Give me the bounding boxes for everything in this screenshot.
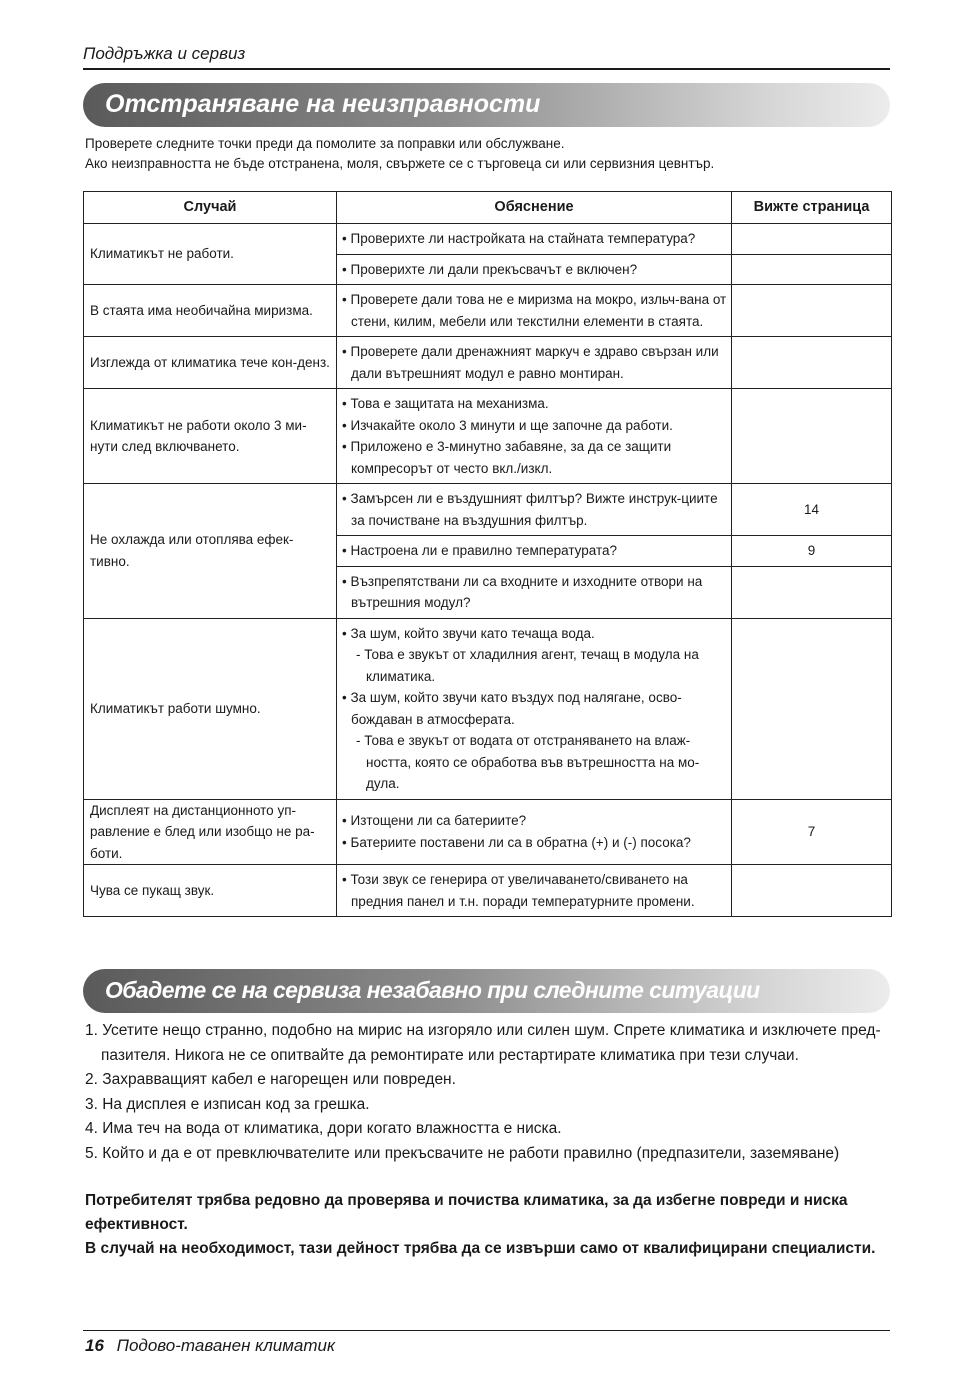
page-cell bbox=[732, 566, 892, 618]
list-item: 3. На дисплея е изписан код за грешка. bbox=[85, 1095, 370, 1113]
table-row bbox=[84, 484, 892, 536]
explanation-bullet: • Приложено е 3-минутно забавяне, за да се защити компресорът от често вкл./изкл. bbox=[342, 439, 672, 476]
case-cell: Климатикът не работи около 3 ми-нути след включването. bbox=[84, 389, 337, 484]
explanation-bullet: • Проверихте ли дали прекъсвачът е включен? bbox=[342, 261, 638, 277]
column-header: Вижте страница bbox=[732, 192, 892, 224]
page-cell bbox=[732, 285, 892, 337]
case-cell: Дисплеят на дистанционното уп-равление е блед или изобщо не ра-боти. bbox=[84, 799, 337, 865]
explanation-cell bbox=[337, 337, 732, 389]
explanation-bullet: • Батериите поставени ли са в обратна (+) и (-) посока? bbox=[342, 834, 691, 850]
troubleshooting-banner bbox=[83, 83, 890, 127]
page-cell bbox=[732, 618, 892, 799]
page-cell bbox=[732, 865, 892, 917]
explanation-subitem: - Това е звукът от водата от отстраняването на влаж-ността, която се обработва във вътрешността на мо-дула. bbox=[356, 733, 700, 791]
explanation-cell bbox=[337, 865, 732, 917]
table-row bbox=[84, 865, 892, 917]
explanation-bullet: • Проверете дали това не е миризма на мокро, изльч-вана от стени, килим, мебели или текстилни елементи в стаята. bbox=[342, 292, 727, 329]
service-title: Обадете се на сервиза незабавно при следните ситуации bbox=[105, 977, 760, 1003]
case-cell: В стаята има необичайна миризма. bbox=[84, 285, 337, 337]
page-cell bbox=[732, 389, 892, 484]
explanation-cell bbox=[337, 254, 732, 285]
list-item: 5. Който и да е от превключвателите или прекъсвачите не работи правилно (предпазители, заземяване) bbox=[85, 1144, 840, 1162]
footer-rule bbox=[83, 1330, 890, 1331]
column-header: Случай bbox=[84, 192, 337, 224]
intro-text bbox=[85, 134, 714, 174]
page-cell: 9 bbox=[732, 536, 892, 567]
page-number: 16 bbox=[85, 1336, 104, 1355]
product-name: Подово-таванен климатик bbox=[116, 1336, 335, 1355]
explanation-bullet: • Проверете дали дренажният маркуч е здраво свързан или дали вътрешният модул е равно монтиран. bbox=[342, 344, 719, 381]
explanation-bullet: • За шум, който звучи като течаща вода. bbox=[342, 625, 595, 641]
page-cell bbox=[732, 224, 892, 255]
explanation-cell bbox=[337, 536, 732, 567]
table-row bbox=[84, 224, 892, 255]
service-banner bbox=[83, 969, 890, 1013]
case-cell: Климатикът работи шумно. bbox=[84, 618, 337, 799]
table-row bbox=[84, 337, 892, 389]
page-footer bbox=[85, 1336, 335, 1356]
explanation-cell bbox=[337, 566, 732, 618]
list-item: 2. Захравващият кабел е нагорещен или повреден. bbox=[85, 1071, 456, 1088]
case-cell: Климатикът не работи. bbox=[84, 224, 337, 285]
explanation-bullet: • Изчакайте около 3 минути и ще започне да работи. bbox=[342, 417, 673, 433]
list-item: 1. Усетите нещо странно, подобно на мирис на изгоряло или силен шум. Спрете климатика и изключете пред-пазителя. Никога не се опитвайте да ремонтирате или рестартирате климатика при тези случаи. bbox=[85, 1022, 881, 1064]
table-header-row bbox=[84, 192, 892, 224]
page-cell bbox=[732, 254, 892, 285]
running-header: Поддръжка и сервиз bbox=[83, 44, 246, 63]
page-cell: 7 bbox=[732, 799, 892, 865]
case-cell: Чува се пукащ звук. bbox=[84, 865, 337, 917]
list-item: 4. Има теч на вода от климатика, дори когато влажността е ниска. bbox=[85, 1120, 562, 1137]
header-rule bbox=[83, 68, 890, 70]
explanation-cell bbox=[337, 224, 732, 255]
page-cell bbox=[732, 337, 892, 389]
explanation-bullet: • Настроена ли е правилно температурата? bbox=[342, 543, 618, 558]
explanation-bullet: • Възпрепятствани ли са входните и изходните отвори на вътрешния модул? bbox=[342, 573, 703, 610]
explanation-bullet: • Този звук се генерира от увеличаването/свиването на предния панел и т.н. поради температурните промени. bbox=[342, 872, 695, 909]
column-header: Обяснение bbox=[337, 192, 732, 224]
table-row bbox=[84, 799, 892, 865]
page-cell: 14 bbox=[732, 484, 892, 536]
intro-line: Проверете следните точки преди да помолите за поправки или обслужване. bbox=[85, 136, 565, 151]
explanation-cell bbox=[337, 799, 732, 865]
explanation-cell bbox=[337, 389, 732, 484]
explanation-bullet: • За шум, който звучи като въздух под налягане, осво-бождаван в атмосферата. bbox=[342, 690, 682, 727]
notice-line: Потребителят трябва редовно да проверява и почиства климатика, за да избегне повреди и ниска ефективност. bbox=[85, 1192, 848, 1233]
explanation-bullet: • Изтощени ли са батериите? bbox=[342, 813, 527, 829]
table-row bbox=[84, 389, 892, 484]
table-row bbox=[84, 618, 892, 799]
notice-line: В случай на необходимост, тази дейност трябва да се извърши само от квалифицирани специалисти. bbox=[85, 1240, 876, 1257]
explanation-subitem: - Това е звукът от хладилния агент, течащ в модула на климатика. bbox=[356, 647, 699, 684]
service-steps-list bbox=[85, 1019, 885, 1166]
explanation-bullet: • Замърсен ли е въздушният филтър? Вижте инструк-циите за почистване на въздушния филтър. bbox=[342, 491, 718, 528]
explanation-cell bbox=[337, 285, 732, 337]
intro-line: Ако неизправността не бъде отстранена, моля, свържете се с търговеца си или сервизния цевнтър. bbox=[85, 156, 715, 171]
troubleshooting-table bbox=[83, 191, 892, 917]
maintenance-notice bbox=[85, 1189, 885, 1261]
explanation-bullet: • Проверихте ли настройката на стайната температура? bbox=[342, 231, 696, 246]
case-cell: Изглежда от климатика тече кон-денз. bbox=[84, 337, 337, 389]
case-cell: Не охлажда или отоплява ефек-тивно. bbox=[84, 484, 337, 619]
explanation-cell bbox=[337, 484, 732, 536]
table-row bbox=[84, 285, 892, 337]
explanation-cell bbox=[337, 618, 732, 799]
troubleshooting-title: Отстраняване на неизправности bbox=[105, 90, 541, 118]
explanation-bullet: • Това е защитата на механизма. bbox=[342, 396, 549, 411]
